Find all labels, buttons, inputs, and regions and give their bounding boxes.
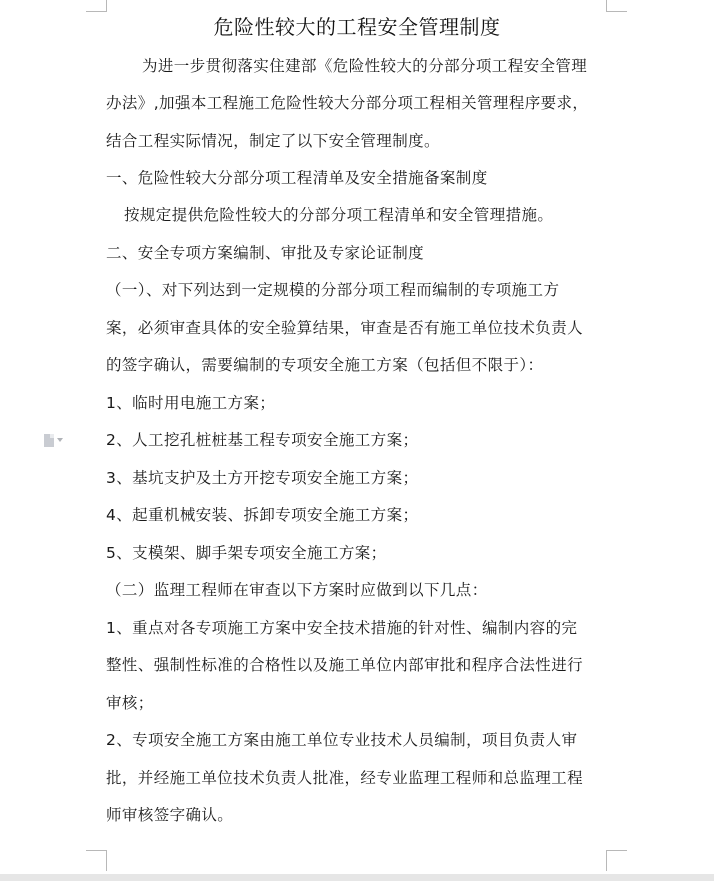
document-icon: [44, 434, 54, 447]
list-item: 1、重点对各专项施工方案中安全技术措施的针对性、编制内容的完: [106, 619, 578, 637]
paragraph-line: 的签字确认，需要编制的专项安全施工方案（包括但不限于）：: [106, 356, 544, 374]
document-title: 危险性较大的工程安全管理制度: [213, 15, 501, 39]
paragraph-marker-icon[interactable]: [44, 432, 70, 448]
list-item: 3、基坑支护及土方开挖专项安全施工方案；: [106, 469, 419, 487]
section-heading: 二、安全专项方案编制、审批及专家论证制度: [106, 244, 425, 262]
section-heading: 一、危险性较大分部分项工程清单及安全措施备案制度: [106, 169, 488, 187]
paragraph-line: （二）监理工程师在审查以下方案时应做到以下几点：: [106, 581, 488, 599]
page-corner-mark-top-right: [606, 0, 627, 12]
paragraph-line: 案，必须审查具体的安全验算结果，审查是否有施工单位技术负责人: [106, 319, 584, 337]
page-corner-mark-bottom-left: [86, 850, 107, 871]
list-item: 5、支模架、脚手架专项安全施工方案；: [106, 544, 387, 562]
page-gap: [0, 874, 714, 881]
paragraph-line: 按规定提供危险性较大的分部分项工程清单和安全管理措施。: [124, 206, 554, 224]
paragraph-line: 整性、强制性标准的合格性以及施工单位内部审批和程序合法性进行: [106, 656, 584, 674]
paragraph-line: 师审核签字确认。: [106, 806, 234, 824]
list-item: 2、人工挖孔桩桩基工程专项安全施工方案；: [106, 431, 419, 449]
paragraph-line: 批，并经施工单位技术负责人批准，经专业监理工程师和总监理工程: [106, 769, 584, 787]
page-corner-mark-bottom-right: [606, 850, 627, 871]
paragraph-line: （一）、对下列达到一定规模的分部分项工程而编制的专项施工方: [106, 281, 560, 299]
page-corner-mark-top-left: [86, 0, 107, 12]
paragraph-line: 办法》,加强本工程施工危险性较大分部分项工程相关管理程序要求，: [106, 94, 589, 112]
list-item: 1、临时用电施工方案；: [106, 394, 276, 412]
paragraph-line: 审核；: [106, 694, 154, 712]
list-item: 4、起重机械安装、拆卸专项安全施工方案；: [106, 506, 419, 524]
paragraph-line: 为进一步贯彻落实住建部《危险性较大的分部分项工程安全管理: [142, 57, 588, 75]
dropdown-caret-icon: [57, 438, 63, 442]
paragraph-line: 结合工程实际情况，制定了以下安全管理制度。: [106, 132, 440, 150]
list-item: 2、专项安全施工方案由施工单位专业技术人员编制，项目负责人审: [106, 731, 578, 749]
